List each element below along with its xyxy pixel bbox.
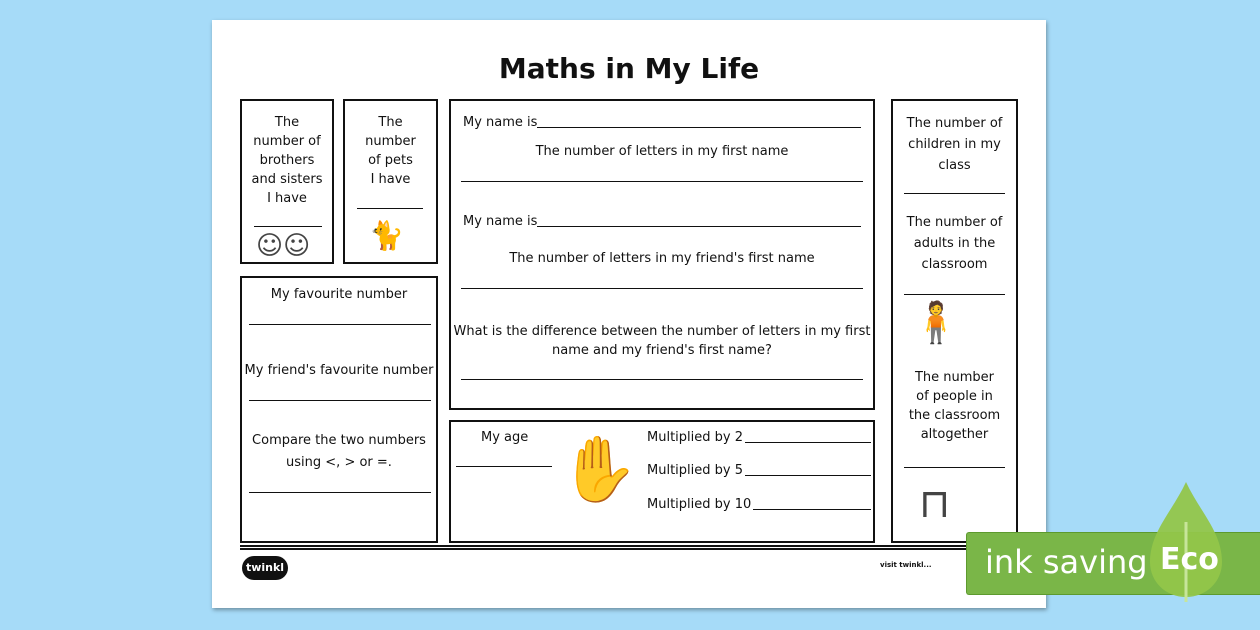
visit-twinkl-text: visit twinkl...	[880, 561, 932, 569]
name-answer-line[interactable]	[537, 226, 861, 227]
children-prompt	[893, 113, 1016, 176]
answer-line[interactable]	[745, 442, 871, 443]
text-line: The number of	[906, 215, 1003, 230]
worksheet-page	[212, 20, 1046, 608]
answer-line[interactable]	[254, 226, 322, 227]
text-line: brothers	[259, 153, 315, 168]
answer-line[interactable]	[904, 467, 1005, 468]
multiplied-by-5-label: Multiplied by 5	[647, 463, 743, 478]
answer-line[interactable]	[461, 379, 863, 380]
twinkl-logo: twinkl	[242, 556, 288, 580]
letters-friend-name-label: The number of letters in my friend's first name	[509, 251, 815, 266]
teacher-illustration-icon: 🧍	[911, 300, 961, 346]
classroom-box	[891, 99, 1018, 543]
text-line: and sisters	[251, 172, 323, 187]
adults-prompt	[893, 212, 1016, 275]
pets-prompt	[345, 113, 436, 189]
my-name-label: My name is	[463, 115, 538, 130]
my-age-label: My age	[481, 430, 529, 445]
name-answer-line[interactable]	[537, 127, 861, 128]
text-line: The	[378, 115, 403, 130]
text-line: I have	[267, 191, 307, 206]
footer-divider	[240, 545, 1018, 550]
text-line: name and my friend's first name?	[552, 343, 772, 358]
text-line: number	[365, 134, 416, 149]
favourite-numbers-box	[240, 276, 438, 543]
desk-illustration-icon: ⊓	[919, 481, 951, 527]
answer-line[interactable]	[461, 288, 863, 289]
answer-line[interactable]	[904, 193, 1005, 194]
letters-first-name-label: The number of letters in my first name	[535, 144, 789, 159]
compare-prompt	[242, 430, 436, 474]
answer-line[interactable]	[904, 294, 1005, 295]
answer-line[interactable]	[249, 492, 431, 493]
friend-name-label: My name is	[463, 214, 538, 229]
text-line: altogether	[920, 427, 989, 442]
text-line: number of	[253, 134, 321, 149]
answer-line[interactable]	[753, 509, 871, 510]
answer-line[interactable]	[249, 324, 431, 325]
multiplied-by-2-label: Multiplied by 2	[647, 430, 743, 445]
answer-line[interactable]	[249, 400, 431, 401]
difference-prompt	[451, 322, 873, 360]
text-line: children in my	[908, 137, 1001, 152]
text-line: the classroom	[908, 408, 1001, 423]
siblings-prompt	[242, 113, 332, 208]
text-line: of people in	[916, 389, 993, 404]
text-line: adults in the	[913, 236, 996, 251]
names-box	[449, 99, 875, 410]
children-illustration-icon: ☺☺	[256, 231, 311, 261]
age-answer-line[interactable]	[456, 466, 552, 467]
ink-saving-text: ink saving	[985, 543, 1148, 581]
text-line: classroom	[921, 257, 988, 272]
hand-illustration-icon: ✋	[559, 433, 639, 507]
text-line: The number of	[906, 116, 1003, 131]
people-prompt	[893, 368, 1016, 444]
pets-box	[343, 99, 438, 264]
multiplied-by-10-label: Multiplied by 10	[647, 497, 752, 512]
text-line: class	[938, 158, 971, 173]
answer-line[interactable]	[461, 181, 863, 182]
favourite-number-label: My favourite number	[270, 287, 408, 302]
cat-illustration-icon: 🐈	[369, 219, 404, 252]
text-line: I have	[370, 172, 411, 187]
text-line: using <, > or =.	[286, 455, 392, 470]
page-title: Maths in My Life	[498, 52, 760, 85]
text-line: The number	[914, 370, 995, 385]
text-line: What is the difference between the number of letters in my first	[453, 324, 871, 339]
friend-favourite-number-label: My friend's favourite number	[244, 363, 434, 378]
text-line: of pets	[368, 153, 413, 168]
siblings-box	[240, 99, 334, 264]
eco-text: Eco	[1160, 542, 1219, 577]
answer-line[interactable]	[357, 208, 423, 209]
text-line: Compare the two numbers	[252, 433, 426, 448]
age-box	[449, 420, 875, 543]
text-line: The	[274, 115, 300, 130]
answer-line[interactable]	[745, 475, 871, 476]
